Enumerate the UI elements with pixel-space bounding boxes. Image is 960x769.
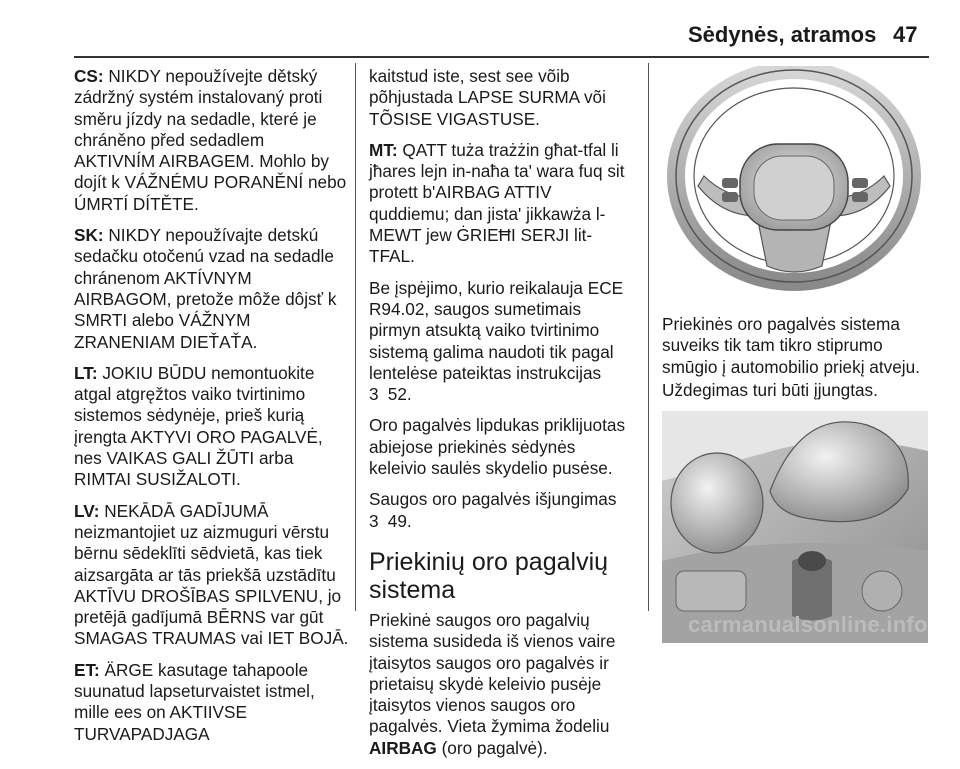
warning-mt xyxy=(369,140,632,268)
warning-lt-text: JOKIU BŪDU nemontuokite atgal atgręžtos vaiko tvirtinimo sistemos sėdynėje, prieš kurią įrengta AKTYVI ORO PAGALVĖ, nes VAIKAS GALI ŽŪTI arba RIMTAI SUSIŽALOTI. xyxy=(74,362,323,490)
warning-lt xyxy=(74,363,349,491)
column-middle xyxy=(369,66,632,769)
caption-2: Uždegimas turi būti įjungtas. xyxy=(662,379,878,400)
section-heading: Priekinių oro pagalvių sistema xyxy=(369,547,609,604)
front-airbag-body-b: (oro pagalvė). xyxy=(436,737,548,758)
lang-code-et: ET: xyxy=(74,659,100,680)
lang-code-sk: SK: xyxy=(74,225,104,246)
label-paragraph: Oro pagalvės lipdukas priklijuotas abiejose priekinės sėdynės keleivio saulės skydelio pusėse. xyxy=(369,415,626,479)
column-left xyxy=(74,66,349,755)
column-divider-2 xyxy=(648,63,649,611)
page-ref-arrow-icon: 3 xyxy=(369,384,379,405)
watermark: carmanualsonline.info xyxy=(688,612,928,637)
warning-et-continued: kaitstud iste, sest see võib põhjustada LAPSE SURMA või TÕSISE VIGASTUSE. xyxy=(369,66,606,129)
ece-page-ref[interactable]: 52. xyxy=(383,384,412,405)
warning-et-text: ÄRGE kasutage tahapoole suunatud lapseturvaistet istmel, mille ees on AKTIIVSE TURVAPADJAGA xyxy=(74,659,315,744)
header-rule xyxy=(74,56,929,58)
warning-lv xyxy=(74,501,349,650)
page-number: 47 xyxy=(893,22,918,47)
column-right xyxy=(662,66,928,643)
warning-et xyxy=(74,660,349,745)
warning-mt-text: QATT tuża trażżin għat-tfal li jħares lejn in-naħa ta' wara fuq sit protett b'AIRBAG ATTIV quddiemu; dan jista' jikkawża l-MEWT jew ĠRIEĦI SERJI lit-TFAL. xyxy=(369,139,625,267)
lang-code-cs: CS: xyxy=(74,66,104,86)
ece-paragraph xyxy=(369,278,632,406)
lang-code-lv: LV: xyxy=(74,500,100,521)
warning-cs xyxy=(74,66,349,215)
steering-wheel-illustration xyxy=(662,66,928,306)
page-header xyxy=(0,0,960,62)
ece-text: Be įspėjimo, kurio reikalauja ECE R94.02, saugos sumetimais pirmyn atsuktą vaiko tvirtinimo sistemą galima naudoti tik pagal lentelėse pateiktas instrukcijas xyxy=(369,277,624,383)
airbag-keyword: AIRBAG xyxy=(369,737,437,758)
warning-sk-text: NIKDY nepoužívajte detskú sedačku otočenú vzad na sedadle chránenom AKTÍVNYM AIRBAGOM, pretože môže dôjsť k SMRTI alebo VÁŽNYM ZRANENIAM DIEŤAŤA. xyxy=(74,225,337,352)
warning-sk xyxy=(74,225,349,353)
deactivation-text: Saugos oro pagalvės išjungimas xyxy=(369,489,617,510)
caption-1: Priekinės oro pagalvės sistema suveiks tik tam tikro stiprumo smūgio į automobilio priekį atveju. xyxy=(662,314,920,377)
warning-lv-text: NEKĀDĀ GADĪJUMĀ neizmantojiet uz aizmuguri vērstu bērnu sēdeklīti sēdvietā, kas tiek aizsargāta ar tās priekšā uzstādītu AKTĪVU DROŠĪBAS SPILVENU, jo pretējā gadījumā BĒRNS var gūt SMAGAS TRAUMAS vai IET BOJĀ. xyxy=(74,500,349,649)
deployed-airbags-illustration xyxy=(662,411,928,643)
warning-cs-text: NIKDY nepoužívejte dětský zádržný systém instalovaný proti směru jízdy na sedadle, které je chráněno před sedadlem AKTIVNÍM AIRBAGEM. Mohlo by dojít k VÁŽNÉMU PORANĚNÍ nebo ÚMRTÍ DÍTĚTE. xyxy=(74,66,347,214)
page-ref-arrow-icon: 3 xyxy=(369,510,379,531)
deactivation-paragraph xyxy=(369,489,632,532)
deactivation-page-ref[interactable]: 49. xyxy=(383,510,412,531)
front-airbag-body xyxy=(369,610,632,759)
front-airbag-body-a: Priekinė saugos oro pagalvių sistema susideda iš vienos vaire įtaisytos saugos oro pagalvės ir prietaisų skydė keleivio pusėje įtaisytos vienos saugos oro pagalvės. Vieta žymima žodeliu xyxy=(369,609,616,737)
lang-code-mt: MT: xyxy=(369,139,398,160)
lang-code-lt: LT: xyxy=(74,362,98,383)
column-divider-1 xyxy=(355,63,356,611)
running-title: Sėdynės, atramos xyxy=(688,22,877,47)
